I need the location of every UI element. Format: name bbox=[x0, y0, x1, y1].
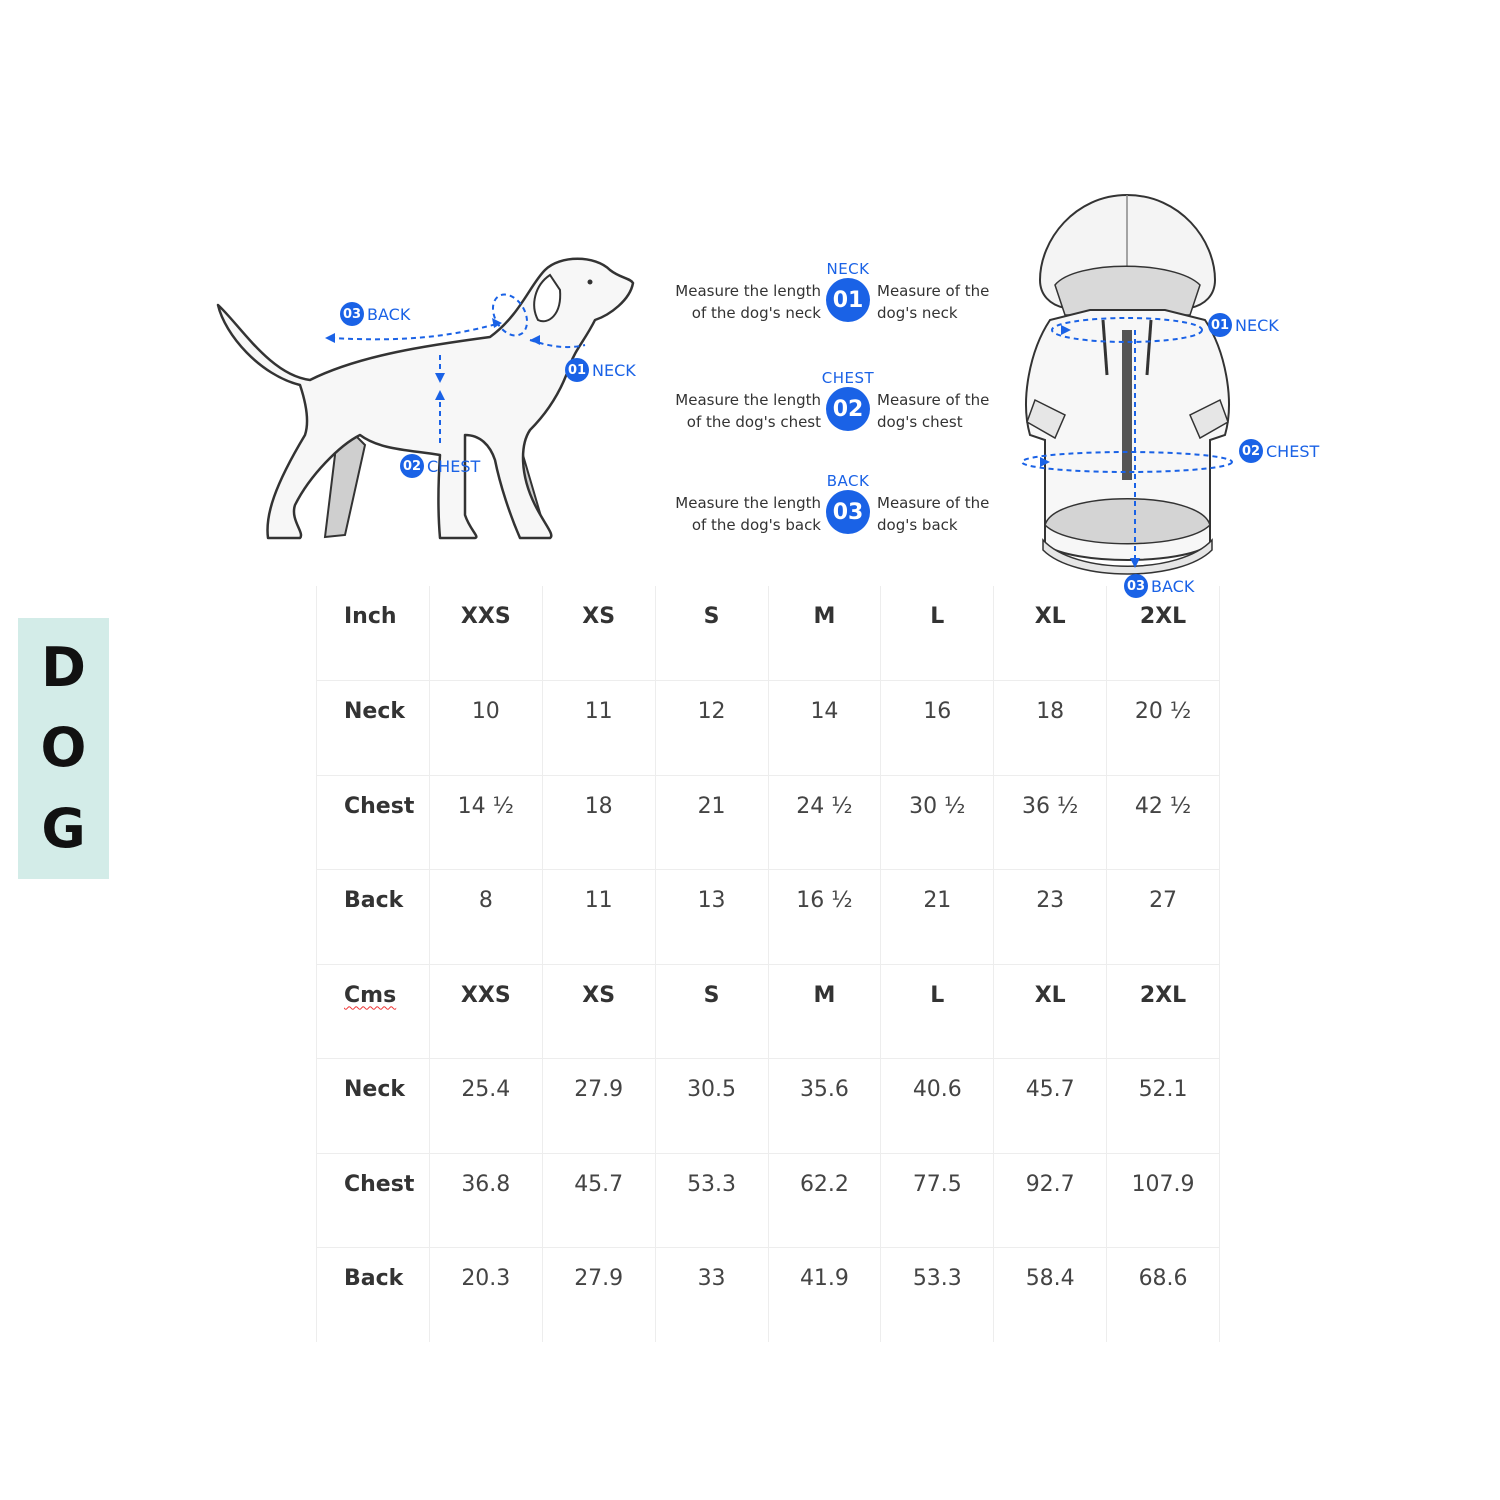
table-cell: 11 bbox=[542, 681, 655, 776]
table-cell: 36.8 bbox=[429, 1153, 542, 1248]
dog-side-badge bbox=[18, 618, 109, 879]
neck-number-icon: 01 bbox=[565, 358, 589, 382]
table-cell: 92.7 bbox=[994, 1153, 1107, 1248]
table-cell: 18 bbox=[994, 681, 1107, 776]
legend-neck-right-line1: Measure of the bbox=[877, 282, 990, 300]
table-cell: 41.9 bbox=[768, 1248, 881, 1343]
hoodie-back-label-text: BACK bbox=[1151, 576, 1195, 596]
table-header-cell: 2XL bbox=[1107, 964, 1220, 1059]
table-cell: 52.1 bbox=[1107, 1059, 1220, 1154]
legend-chest-right-line2: dog's chest bbox=[877, 413, 963, 431]
table-header-cell: M bbox=[768, 586, 881, 681]
table-cell: 58.4 bbox=[994, 1248, 1107, 1343]
chest-number-icon: 02 bbox=[400, 454, 424, 478]
legend-back-right-line1: Measure of the bbox=[877, 494, 990, 512]
table-header-cell: XS bbox=[542, 586, 655, 681]
hoodie-chest-label-text: CHEST bbox=[1266, 441, 1320, 461]
hoodie-neck-label-text: NECK bbox=[1235, 315, 1279, 335]
table-header-cell: XS bbox=[542, 964, 655, 1059]
legend-chest-number-icon: 02 bbox=[826, 387, 870, 431]
legend-chest-title: CHEST bbox=[821, 369, 875, 387]
table-header-cell: L bbox=[881, 964, 994, 1059]
legend-back-right-line2: dog's back bbox=[877, 516, 958, 534]
legend-back-right bbox=[877, 492, 1017, 536]
table-cell: 12 bbox=[655, 681, 768, 776]
table-row bbox=[317, 1248, 1220, 1343]
table-cell: Back bbox=[317, 870, 430, 965]
chest-label-text: CHEST bbox=[427, 456, 481, 476]
table-header-cell: Inch bbox=[317, 586, 430, 681]
table-header-cell: 2XL bbox=[1107, 586, 1220, 681]
legend-neck-left-line2: of the dog's neck bbox=[691, 304, 821, 322]
legend-back-number-icon: 03 bbox=[826, 490, 870, 534]
table-cell: 10 bbox=[429, 681, 542, 776]
table-header-cell: XXS bbox=[429, 964, 542, 1059]
size-chart-table bbox=[316, 586, 1220, 1342]
neck-label-text: NECK bbox=[592, 360, 636, 380]
legend-neck-title: NECK bbox=[826, 260, 870, 278]
table-cell: 27 bbox=[1107, 870, 1220, 965]
table-header-cell: L bbox=[881, 586, 994, 681]
badge-letter-o: O bbox=[40, 716, 87, 780]
legend-back bbox=[655, 472, 1005, 552]
table-cell: 14 bbox=[768, 681, 881, 776]
legend-back-left bbox=[655, 492, 821, 536]
back-number-icon: 03 bbox=[340, 302, 364, 326]
table-cell: 20.3 bbox=[429, 1248, 542, 1343]
hoodie-neck-label bbox=[1208, 313, 1279, 337]
table-cell: 53.3 bbox=[881, 1248, 994, 1343]
table-cell: 45.7 bbox=[994, 1059, 1107, 1154]
table-cell: 16 bbox=[881, 681, 994, 776]
table-cell: 36 ½ bbox=[994, 775, 1107, 870]
legend-back-left-line1: Measure the length bbox=[675, 494, 821, 512]
table-row bbox=[317, 775, 1220, 870]
legend-chest-right-line1: Measure of the bbox=[877, 391, 990, 409]
dog-back-label bbox=[340, 302, 410, 326]
cms-label: Cms bbox=[344, 982, 397, 1008]
legend-neck bbox=[655, 260, 1005, 340]
table-cell: 45.7 bbox=[542, 1153, 655, 1248]
table-cell: 33 bbox=[655, 1248, 768, 1343]
table-cell: 42 ½ bbox=[1107, 775, 1220, 870]
table-cell: 21 bbox=[881, 870, 994, 965]
legend-chest-left-line1: Measure the length bbox=[675, 391, 821, 409]
table-cell: 24 ½ bbox=[768, 775, 881, 870]
table-cell: 53.3 bbox=[655, 1153, 768, 1248]
table-cell: 25.4 bbox=[429, 1059, 542, 1154]
table-row bbox=[317, 870, 1220, 965]
table-cell: 21 bbox=[655, 775, 768, 870]
table-header-row-inch bbox=[317, 586, 1220, 681]
table-cell: 13 bbox=[655, 870, 768, 965]
table-cell: 27.9 bbox=[542, 1248, 655, 1343]
table-cell: 107.9 bbox=[1107, 1153, 1220, 1248]
back-label-text: BACK bbox=[367, 304, 411, 324]
legend-neck-left-line1: Measure the length bbox=[675, 282, 821, 300]
legend-chest-left bbox=[655, 389, 821, 433]
table-cell: 30 ½ bbox=[881, 775, 994, 870]
dog-chest-label bbox=[400, 454, 480, 478]
table-row bbox=[317, 1059, 1220, 1154]
hoodie-chest-number-icon: 02 bbox=[1239, 439, 1263, 463]
table-header-cell: M bbox=[768, 964, 881, 1059]
table-header-cell: S bbox=[655, 964, 768, 1059]
table-header-cell: XXS bbox=[429, 586, 542, 681]
table-cell: 23 bbox=[994, 870, 1107, 965]
table-row bbox=[317, 1153, 1220, 1248]
table-cell: 14 ½ bbox=[429, 775, 542, 870]
badge-letter-d: D bbox=[41, 636, 86, 700]
table-cell: 11 bbox=[542, 870, 655, 965]
hoodie-chest-label bbox=[1239, 439, 1319, 463]
table-cell: 20 ½ bbox=[1107, 681, 1220, 776]
legend-neck-right bbox=[877, 280, 1017, 324]
table-cell: Chest bbox=[317, 1153, 430, 1248]
hoodie-illustration bbox=[1015, 190, 1240, 575]
table-cell: 30.5 bbox=[655, 1059, 768, 1154]
hoodie-neck-number-icon: 01 bbox=[1208, 313, 1232, 337]
legend-chest-left-line2: of the dog's chest bbox=[686, 413, 821, 431]
table-row bbox=[317, 681, 1220, 776]
table-cell: Neck bbox=[317, 681, 430, 776]
table-cell: 8 bbox=[429, 870, 542, 965]
table-cell: 62.2 bbox=[768, 1153, 881, 1248]
table-cell: 35.6 bbox=[768, 1059, 881, 1154]
dog-neck-label bbox=[565, 358, 636, 382]
table-header-cell: XL bbox=[994, 586, 1107, 681]
legend-neck-number-icon: 01 bbox=[826, 278, 870, 322]
dog-illustration bbox=[200, 245, 650, 555]
table-cell: Neck bbox=[317, 1059, 430, 1154]
table-cell: Back bbox=[317, 1248, 430, 1343]
table-cell: 40.6 bbox=[881, 1059, 994, 1154]
table-cell: 16 ½ bbox=[768, 870, 881, 965]
legend-back-left-line2: of the dog's back bbox=[691, 516, 821, 534]
hoodie-back-number-icon: 03 bbox=[1124, 574, 1148, 598]
table-cell: Chest bbox=[317, 775, 430, 870]
legend-back-title: BACK bbox=[826, 472, 870, 490]
table-header-cell: S bbox=[655, 586, 768, 681]
badge-letter-g: G bbox=[41, 796, 86, 860]
legend-chest bbox=[655, 369, 1005, 449]
table-cell: 27.9 bbox=[542, 1059, 655, 1154]
table-cell: 68.6 bbox=[1107, 1248, 1220, 1343]
legend-neck-left bbox=[655, 280, 821, 324]
table-cell: 18 bbox=[542, 775, 655, 870]
legend-neck-right-line2: dog's neck bbox=[877, 304, 958, 322]
legend-chest-right bbox=[877, 389, 1017, 433]
table-header-row-cms bbox=[317, 964, 1220, 1059]
table-header-cell bbox=[317, 964, 430, 1059]
table-header-cell: XL bbox=[994, 964, 1107, 1059]
table-cell: 77.5 bbox=[881, 1153, 994, 1248]
